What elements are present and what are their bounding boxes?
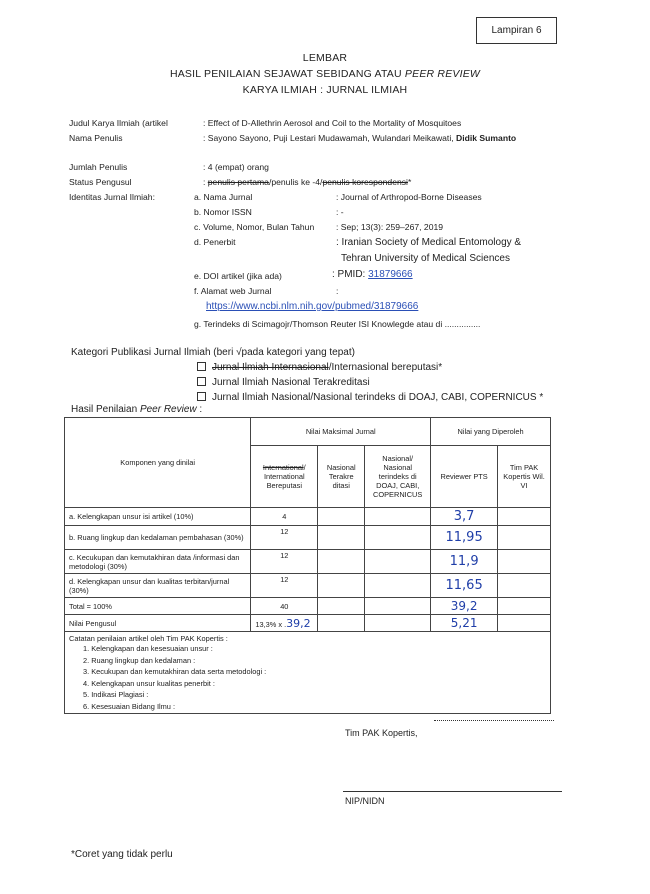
judul-value: : Effect of D-Allethrin Aerosol and Coil to the Mortality of Mosquitoes (203, 118, 462, 128)
checkbox-icon[interactable] (197, 362, 206, 371)
table-row (65, 508, 551, 526)
header-nilai-diperoleh: Nilai yang Diperoleh (431, 418, 551, 446)
header-line2-prefix: HASIL PENILAIAN SEJAWAT SEBIDANG ATAU (169, 68, 405, 80)
status-strike1: penulis pertama (207, 177, 269, 187)
empty-cell (498, 615, 551, 632)
penilaian-table (64, 417, 551, 714)
empty-cell (365, 526, 431, 550)
identitas-label: Identitas Jurnal Ilmiah: (69, 192, 155, 202)
status-label: Status Pengusul (69, 177, 132, 187)
header-intl-strike: International (262, 463, 304, 472)
header-komponen: Komponen yang dinilai (65, 418, 251, 508)
empty-cell (498, 598, 551, 615)
ident-e-value (332, 268, 413, 281)
empty-cell (318, 550, 365, 574)
row-score: 11,95 (431, 526, 498, 550)
kategori-opt1-rest: /Internasional bereputasi* (328, 362, 443, 373)
ident-f-colon: : (336, 286, 339, 296)
catatan-item: 5. Indikasi Plagiasi : (83, 690, 149, 699)
header-line2-italic: PEER REVIEW (404, 68, 481, 80)
empty-cell (498, 526, 551, 550)
catatan-cell (65, 632, 551, 714)
pmid-link[interactable]: 31879666 (368, 269, 413, 280)
kategori-opt1-strike: Jurnal Ilmiah Internasional (212, 362, 329, 373)
table-row (65, 574, 551, 598)
header-reviewer: Reviewer PTS (431, 446, 498, 508)
ident-a-value: : Journal of Arthropod-Borne Diseases (336, 192, 482, 202)
catatan-item: 2. Ruang lingkup dan kedalaman : (83, 655, 196, 665)
empty-cell (365, 574, 431, 598)
empty-cell (318, 574, 365, 598)
header-line1: LEMBAR (302, 52, 348, 64)
kategori-opt1[interactable] (197, 362, 442, 373)
empty-cell (365, 615, 431, 632)
total-score: 39,2 (431, 598, 498, 615)
ident-g-text: g. Terindeks di Scimagojr/Thomson Reuter ISI Knowlegde atau di ............... (194, 319, 481, 329)
ident-f-label: f. Alamat web Jurnal (194, 286, 272, 296)
kategori-opt2[interactable] (197, 377, 370, 388)
row-score: 11,9 (431, 550, 498, 574)
checkbox-icon[interactable] (197, 377, 206, 386)
hasil-italic: Peer Review (139, 404, 197, 415)
total-max: 40 (251, 598, 318, 615)
hasil-suffix: : (196, 404, 203, 415)
penulis-bold: Didik Sumanto (456, 133, 517, 143)
hasil-title (71, 404, 202, 415)
status-mid: /penulis ke -4/ (268, 177, 323, 187)
catatan-title: Catatan penilaian artikel oleh Tim PAK Kopertis : (69, 634, 228, 643)
row-label: b. Ruang lingkup dan kedalaman pembahasan (30%) (65, 526, 251, 550)
empty-cell (365, 550, 431, 574)
nip-label: NIP/NIDN (345, 796, 385, 806)
ident-b-label: b. Nomor ISSN (194, 207, 252, 217)
pengusul-score: 5,21 (431, 615, 498, 632)
judul-label: Judul Karya Ilmiah (artikel (69, 118, 168, 128)
table-row (65, 550, 551, 574)
penulis-names: : Sayono Sayono, Puji Lestari Mudawamah, Wulandari Meikawati, (203, 133, 457, 143)
row-score: 11,65 (431, 574, 498, 598)
ident-a-label: a. Nama Jurnal (194, 192, 253, 202)
header-nilai-maksimal: Nilai Maksimal Jurnal (251, 418, 431, 446)
pengusul-hand: 39,2 (286, 616, 311, 630)
status-suffix: * (407, 177, 412, 187)
row-max: 12 (251, 574, 318, 598)
pengusul-formula (251, 615, 318, 632)
penulis-value (203, 132, 553, 145)
empty-cell (498, 550, 551, 574)
row-score: 3,7 (431, 508, 498, 526)
signature-label: Tim PAK Kopertis, (345, 728, 418, 738)
table-row (65, 598, 551, 615)
empty-cell (498, 574, 551, 598)
empty-cell (318, 526, 365, 550)
row-max: 12 (251, 526, 318, 550)
catatan-item: 3. Kecukupan dan kemutakhiran data serta metodologi : (83, 667, 267, 676)
empty-cell (318, 598, 365, 615)
header-line3: KARYA ILMIAH : JURNAL ILMIAH (242, 84, 408, 96)
pengusul-label: Nilai Pengusul (65, 615, 251, 632)
row-label: c. Kecukupan dan kemutakhiran data /informasi dan metodologi (30%) (65, 550, 251, 574)
header-nasional-terindeks: Nasional/ Nasional terindeks di DOAJ, CABI, COPERNICUS (365, 446, 431, 508)
journal-url-link[interactable]: https://www.ncbi.nlm.nih.gov/pubmed/31879666 (206, 301, 419, 312)
ident-e-prefix: : PMID: (332, 269, 369, 280)
ident-b-value: : - (336, 207, 344, 217)
row-label: a. Kelengkapan unsur isi artikel (10%) (65, 508, 251, 526)
kategori-title: Kategori Publikasi Jurnal Ilmiah (beri √pada kategori yang tepat) (71, 347, 355, 358)
jumlah-label: Jumlah Penulis (69, 162, 128, 172)
ident-d-value1: : Iranian Society of Medical Entomology & (336, 237, 522, 248)
catatan-item: 4. Kelengkapan unsur kualitas penerbit : (83, 678, 215, 688)
header-line2 (0, 68, 650, 80)
empty-cell (318, 508, 365, 526)
ident-d-value2: Tehran University of Medical Sciences (341, 253, 510, 264)
kategori-opt2-label: Jurnal Ilmiah Nasional Terakreditasi (212, 377, 370, 388)
empty-cell (318, 615, 365, 632)
ident-d-label: d. Penerbit (194, 237, 236, 247)
table-row (65, 526, 551, 550)
row-max: 4 (251, 508, 318, 526)
penulis-label: Nama Penulis (69, 133, 123, 143)
status-value (203, 176, 411, 189)
footnote: *Coret yang tidak perlu (71, 849, 173, 860)
status-strike2: penulis korespondensi (322, 177, 408, 187)
lampiran-box: Lampiran 6 (476, 17, 557, 44)
signature-line (343, 791, 562, 792)
catatan-item: 1. Kelengkapan dan kesesuaian unsur : (83, 644, 213, 653)
kategori-opt3-label: Jurnal Ilmiah Nasional/Nasional terindeks di DOAJ, CABI, COPERNICUS * (212, 392, 544, 403)
header-intl-rest: / International Bereputasi (263, 463, 306, 490)
total-label: Total = 100% (65, 598, 251, 615)
ident-c-label: c. Volume, Nomor, Bulan Tahun (194, 222, 315, 232)
row-label: d. Kelengkapan unsur dan kualitas terbitan/jurnal (30%) (65, 574, 251, 598)
catatan-item: 6. Kesesuaian Bidang Ilmu : (83, 701, 176, 711)
hasil-prefix: Hasil Penilaian (71, 404, 140, 415)
empty-cell (365, 508, 431, 526)
checkbox-icon[interactable] (197, 392, 206, 401)
empty-cell (498, 508, 551, 526)
header-tim-pak: Tim PAK Kopertis Wil. VI (498, 446, 551, 508)
status-prefix: : (203, 177, 208, 187)
empty-cell (365, 598, 431, 615)
ident-c-value: : Sep; 13(3): 259–267, 2019 (336, 222, 444, 232)
kategori-opt3[interactable] (197, 392, 543, 403)
signature-dotted-line (434, 720, 554, 721)
row-max: 12 (251, 550, 318, 574)
pengusul-formula-text: 13,3% x . (255, 619, 287, 629)
header-international (251, 446, 318, 508)
catatan-list (69, 643, 546, 712)
ident-e-label: e. DOI artikel (jika ada) (194, 271, 282, 281)
table-row (65, 615, 551, 632)
jumlah-value: : 4 (empat) orang (203, 162, 269, 172)
header-nasional-terakreditasi: Nasional Terakre ditasi (318, 446, 365, 508)
